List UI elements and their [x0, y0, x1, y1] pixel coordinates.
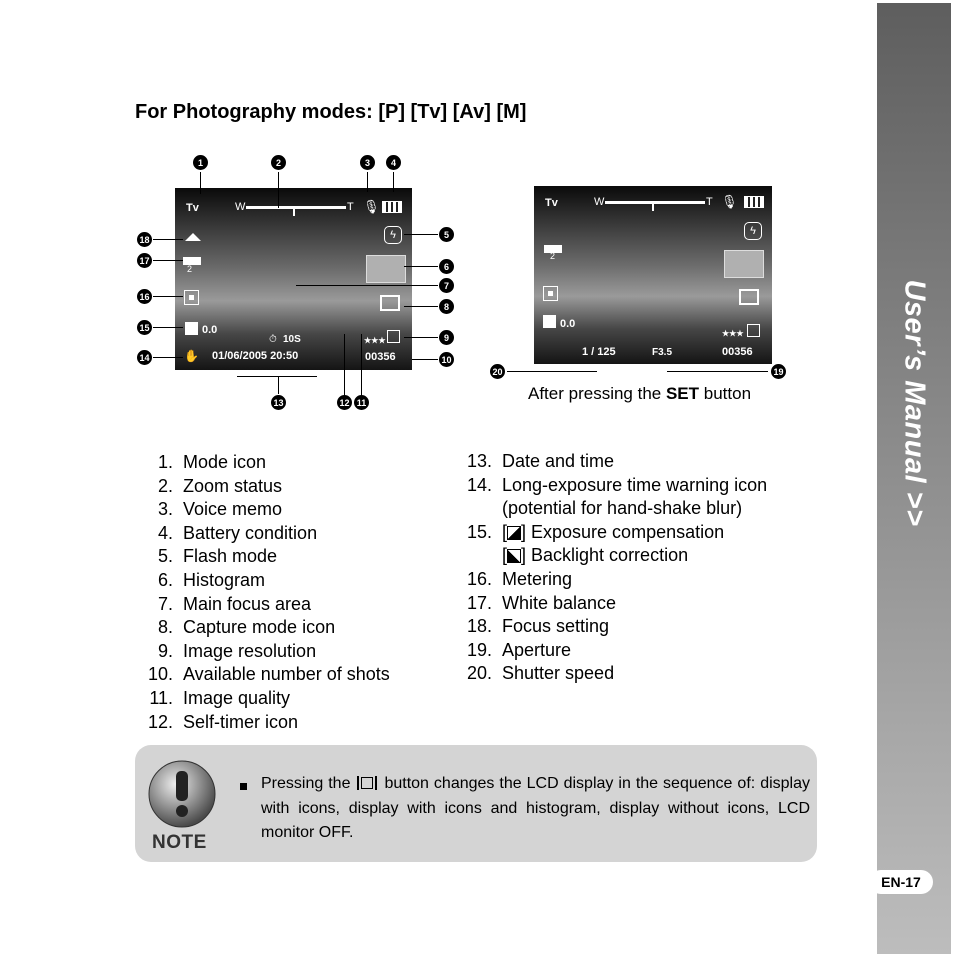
note-label: NOTE — [152, 832, 207, 853]
leader-line-1 — [200, 172, 201, 194]
shots-remaining: 00356 — [365, 351, 396, 363]
callout-8: 8 — [439, 299, 454, 314]
aperture-value: F3.5 — [652, 347, 673, 358]
callout-10: 10 — [439, 352, 454, 367]
exposure-compensation-icon — [507, 526, 521, 540]
note-bullet — [240, 783, 247, 790]
focus-setting-icon — [185, 233, 201, 241]
zoom-bar-right — [605, 201, 705, 204]
image-quality-icon-right: ★★★ — [722, 329, 744, 338]
leader-line-10 — [412, 359, 438, 360]
sidebar-title: User’s Manual >> — [898, 279, 931, 527]
caption-set-label: SET — [665, 384, 700, 403]
list-item: 9. Image resolution — [157, 640, 317, 661]
leader-line-9 — [404, 337, 438, 338]
zoom-marker-right — [652, 201, 654, 211]
leader-line-6 — [404, 266, 438, 267]
list-item: 8. Capture mode icon — [157, 617, 336, 638]
hand-shake-icon: ✋ — [184, 349, 199, 363]
leader-line-3 — [367, 172, 368, 192]
callout-12: 12 — [337, 395, 352, 410]
leader-line-11 — [361, 334, 362, 396]
zoom-t-label: T — [347, 201, 354, 213]
display-button-icon — [355, 776, 379, 790]
voice-memo-icon: 🎙 — [363, 199, 380, 214]
leader-line-4 — [393, 172, 394, 192]
image-quality-icon: ★★★ — [364, 336, 386, 345]
legend-list-right — [460, 450, 767, 686]
histogram-icon — [366, 255, 406, 283]
shutter-speed: 1 / 125 — [582, 346, 616, 358]
list-item: 6. Histogram — [157, 569, 266, 590]
battery-icon-right — [744, 196, 764, 208]
note-text: Pressing the button changes the LCD display in the sequence of: display with icons, display with icons and histogram, display without icons, LCD monitor OFF. — [261, 775, 810, 841]
list-item: 7. Main focus area — [157, 593, 312, 614]
zoom-w-label-right: W — [594, 196, 605, 208]
white-balance-number-right: 2 — [550, 251, 556, 261]
exposure-value: 0.0 — [202, 324, 218, 336]
callout-4: 4 — [386, 155, 401, 170]
exposure-value-right: 0.0 — [560, 318, 576, 330]
zoom-t-label-right: T — [706, 196, 713, 208]
list-item: 18. Focus setting — [466, 616, 610, 637]
backlight-correction-icon — [507, 549, 521, 563]
self-timer-icon: ⏱ — [269, 334, 277, 345]
list-item: 2. Zoom status — [157, 475, 283, 496]
list-item: 13. Date and time — [466, 451, 615, 471]
white-balance-number: 2 — [187, 264, 193, 274]
self-timer-value: 10S — [283, 334, 301, 345]
caption-text-before: After pressing the — [528, 384, 666, 403]
leader-line-19 — [667, 371, 768, 372]
battery-icon — [382, 201, 402, 213]
callout-13: 13 — [271, 395, 286, 410]
metering-icon — [184, 290, 199, 305]
voice-memo-icon-right: 🎙 — [721, 194, 738, 209]
leader-line-5 — [404, 234, 438, 235]
callout-1: 1 — [193, 155, 208, 170]
exposure-icon-right — [543, 315, 556, 328]
histogram-icon-right — [724, 250, 764, 278]
leader-line-13a — [237, 376, 317, 377]
callout-20: 20 — [490, 364, 505, 379]
callout-16: 16 — [137, 289, 152, 304]
leader-line-14 — [153, 357, 183, 358]
zoom-marker — [293, 206, 295, 216]
list-item: 17. White balance — [466, 592, 617, 613]
note-warning-icon — [147, 759, 217, 829]
callout-2: 2 — [271, 155, 286, 170]
leader-line-8 — [404, 306, 438, 307]
list-item: 19. Aperture — [466, 639, 572, 660]
leader-line-20 — [507, 371, 597, 372]
callout-17: 17 — [137, 253, 152, 268]
list-item: 1. Mode icon — [157, 452, 267, 472]
flash-mode-icon-right: ϟ — [744, 222, 762, 240]
leader-line-7 — [296, 285, 438, 286]
image-resolution-icon-right — [747, 324, 760, 337]
leader-line-16 — [153, 296, 183, 297]
zoom-w-label: W — [235, 201, 246, 213]
metering-icon-right — [543, 286, 558, 301]
legend-list-left — [135, 451, 390, 734]
callout-6: 6 — [439, 259, 454, 274]
mode-icon-right: Tv — [545, 197, 558, 209]
list-item: 12. Self-timer icon — [147, 711, 299, 732]
callout-15: 15 — [137, 320, 152, 335]
callout-3: 3 — [360, 155, 375, 170]
list-item: 15. [ ] Exposure compensation — [466, 521, 725, 542]
caption-text-after: button — [699, 384, 752, 403]
section-heading: For Photography modes: [P] [Tv] [Av] [M] — [135, 101, 527, 123]
callout-18: 18 — [137, 232, 152, 247]
leader-line-12 — [344, 334, 345, 396]
lcd-caption — [528, 384, 751, 404]
capture-mode-icon-right — [739, 289, 759, 305]
list-item: 14. Long-exposure time warning icon — [466, 474, 768, 495]
list-item: 20. Shutter speed — [466, 663, 615, 684]
callout-7: 7 — [439, 278, 454, 293]
lcd-screen-left — [175, 188, 412, 370]
flash-mode-icon: ϟ — [384, 226, 402, 244]
date-time: 01/06/2005 20:50 — [212, 350, 299, 362]
capture-mode-icon — [380, 295, 400, 311]
list-item: (potential for hand-shake blur) — [502, 498, 743, 519]
list-item: 4. Battery condition — [157, 522, 318, 543]
leader-line-18 — [153, 239, 183, 240]
leader-line-13b — [278, 376, 279, 394]
list-item: 5. Flash mode — [157, 546, 278, 567]
mode-icon: Tv — [186, 202, 199, 214]
list-item: 11. Image quality — [149, 687, 291, 708]
image-resolution-icon — [387, 330, 400, 343]
list-item: [ ] Backlight correction — [502, 545, 689, 566]
exposure-icon — [185, 322, 198, 335]
list-item: 10. Available number of shots — [147, 664, 390, 685]
list-item: 16. Metering — [466, 568, 573, 589]
callout-14: 14 — [137, 350, 152, 365]
callout-5: 5 — [439, 227, 454, 242]
zoom-bar — [246, 206, 346, 209]
lcd-screen-right — [534, 186, 772, 364]
leader-line-15 — [153, 327, 183, 328]
page-number: EN-17 — [869, 870, 933, 894]
shots-remaining-right: 00356 — [722, 346, 753, 358]
callout-9: 9 — [439, 330, 454, 345]
list-item: 3. Voice memo — [157, 499, 283, 520]
callout-19: 19 — [771, 364, 786, 379]
sidebar-tab — [877, 3, 951, 954]
leader-line-17 — [153, 260, 183, 261]
leader-line-2 — [278, 172, 279, 208]
callout-11: 11 — [354, 395, 369, 410]
